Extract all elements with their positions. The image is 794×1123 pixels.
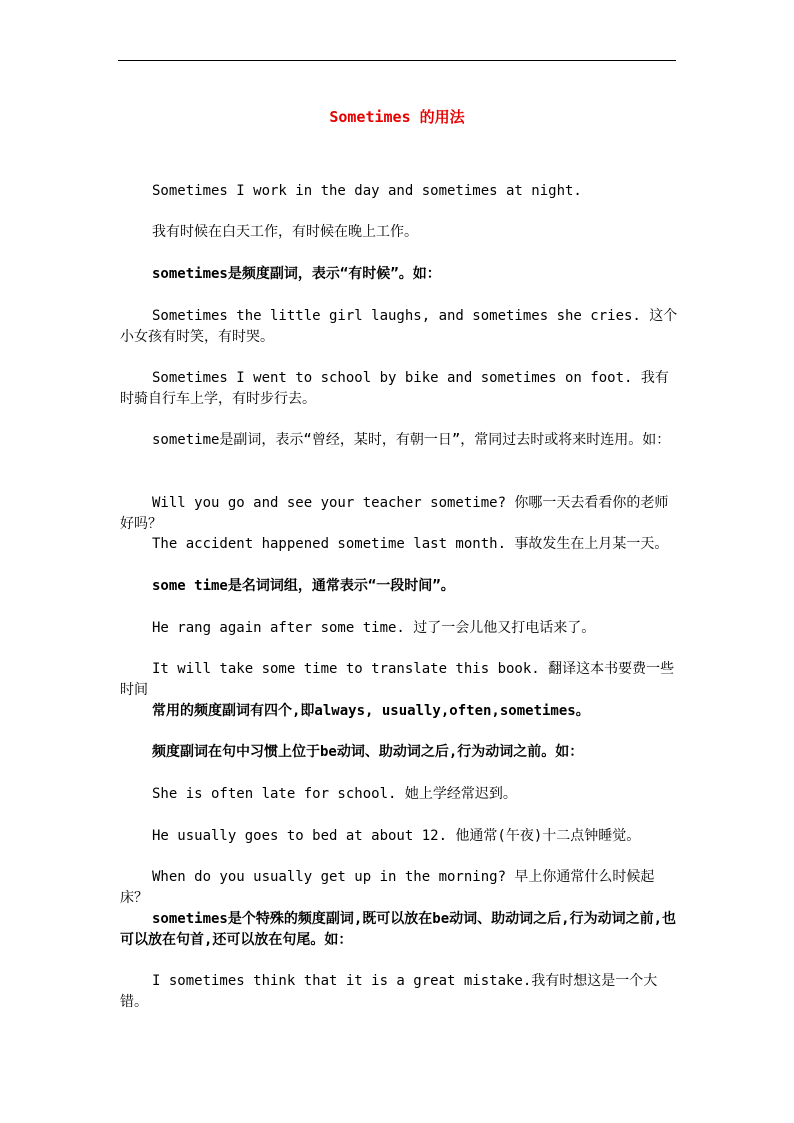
paragraph-10: He rang again after some time. 过了一会儿他又打电话来了。: [152, 620, 596, 636]
paragraph-4: Sometimes the little girl laughs, and sometimes she cries. 这个小女孩有时笑，有时哭。: [120, 308, 678, 345]
paragraph-9: some time是名词词组，通常表示“一段时间”。: [152, 578, 455, 594]
paragraph-16: When do you usually get up in the morning? 早上你通常什么时候起床？: [120, 869, 655, 906]
paragraph-2: 我有时候在白天工作，有时候在晚上工作。: [152, 224, 418, 240]
paragraph-14: She is often late for school. 她上学经常迟到。: [152, 786, 517, 802]
paragraph-15: He usually goes to bed at about 12. 他通常(午夜)十二点钟睡觉。: [152, 828, 641, 844]
paragraph-12: 常用的频度副词有四个,即always, usually,often,sometimes。: [152, 703, 590, 719]
paragraph-11: It will take some time to translate this book. 翻译这本书要费一些时间: [120, 661, 675, 698]
paragraph-7: Will you go and see your teacher sometime? 你哪一天去看看你的老师好吗？: [120, 495, 669, 532]
paragraph-5: Sometimes I went to school by bike and sometimes on foot. 我有时骑自行车上学，有时步行去。: [120, 370, 669, 407]
paragraph-6: sometime是副词，表示“曾经，某时，有朝一日”，常同过去时或将来时连用。如：: [152, 432, 671, 448]
document-title: Sometimes 的用法: [329, 108, 465, 126]
paragraph-3: sometimes是频度副词，表示“有时候”。如：: [152, 266, 441, 282]
paragraph-8: The accident happened sometime last month. 事故发生在上月某一天。: [152, 536, 669, 552]
paragraph-17: sometimes是个特殊的频度副词,既可以放在be动词、助动词之后,行为动词之前,也可以放在句首,还可以放在句尾。如：: [120, 911, 677, 948]
header-rule: [118, 60, 676, 61]
paragraph-1: Sometimes I work in the day and sometimes at night.: [152, 183, 582, 199]
paragraph-13: 频度副词在句中习惯上位于be动词、助动词之后,行为动词之前。如：: [152, 744, 584, 760]
paragraph-18: I sometimes think that it is a great mistake.我有时想这是一个大错。: [120, 973, 658, 1010]
